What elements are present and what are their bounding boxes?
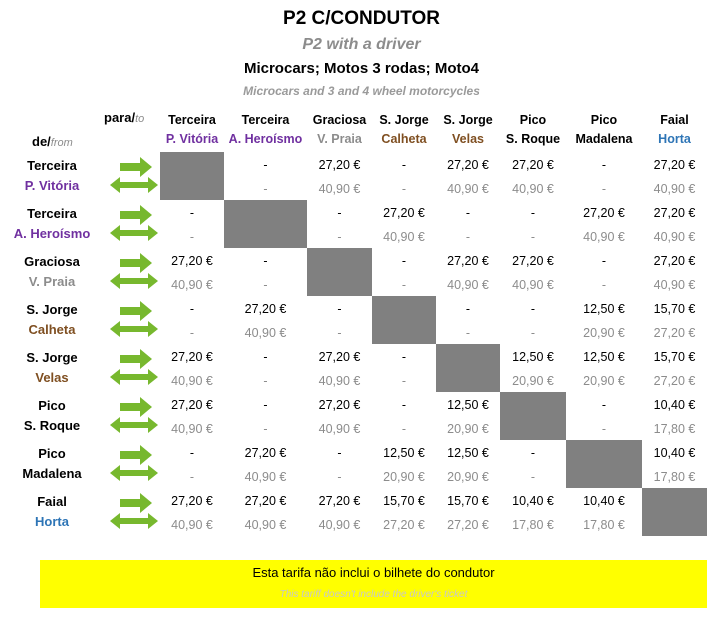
one-way-fare: - xyxy=(189,302,195,316)
return-fare: - xyxy=(465,230,471,244)
column-island: S. Jorge xyxy=(443,113,493,127)
one-way-fare: 10,40 € xyxy=(512,494,554,508)
one-way-fare: 27,20 € xyxy=(318,350,361,364)
return-fare: 40,90 € xyxy=(512,182,554,196)
return-fare: - xyxy=(401,278,407,292)
column-port: A. Heroísmo xyxy=(228,132,303,146)
one-way-fare: 12,50 € xyxy=(583,302,625,316)
one-way-fare: 27,20 € xyxy=(512,158,554,172)
from-label: from xyxy=(50,137,73,149)
return-fare: - xyxy=(401,182,407,196)
return-fare: 40,90 € xyxy=(653,230,696,244)
row-island: Pico xyxy=(38,446,66,461)
return-fare: 27,20 € xyxy=(653,374,696,388)
return-fare: 40,90 € xyxy=(244,470,287,484)
column-port: Calheta xyxy=(381,132,427,146)
one-way-fare: - xyxy=(530,446,536,460)
one-way-fare: - xyxy=(189,206,195,220)
return-fare: - xyxy=(263,422,268,436)
return-fare: 20,90 € xyxy=(512,374,554,388)
return-fare: - xyxy=(530,326,536,340)
one-way-fare: - xyxy=(337,206,342,220)
one-way-arrow-icon xyxy=(120,445,152,465)
from-header xyxy=(32,134,73,149)
one-way-fare: 27,20 € xyxy=(653,158,696,172)
return-arrow-icon xyxy=(110,369,158,385)
one-way-and-return-arrows-icon xyxy=(108,347,160,387)
return-arrow-icon xyxy=(110,321,158,337)
return-fare: - xyxy=(337,326,342,340)
one-way-fare: 27,20 € xyxy=(318,158,361,172)
one-way-and-return-arrows-icon xyxy=(108,155,160,195)
one-way-fare: 15,70 € xyxy=(653,302,696,316)
diagonal-blank-cell xyxy=(160,152,224,200)
page-title: P2 C/CONDUTOR xyxy=(283,8,440,29)
row-port: S. Roque xyxy=(23,418,81,433)
row-island: Graciosa xyxy=(24,254,80,269)
row-island: S. Jorge xyxy=(26,302,78,317)
return-fare: 40,90 € xyxy=(583,230,625,244)
column-island: Pico xyxy=(519,113,547,127)
return-fare: - xyxy=(401,422,407,436)
one-way-fare: 27,20 € xyxy=(171,350,213,364)
one-way-and-return-arrows-icon xyxy=(108,299,160,339)
return-fare: 17,80 € xyxy=(583,518,625,532)
row-island: Terceira xyxy=(27,206,77,221)
return-fare: 27,20 € xyxy=(653,326,696,340)
one-way-fare: 15,70 € xyxy=(447,494,489,508)
one-way-fare: - xyxy=(263,398,268,412)
one-way-and-return-arrows-icon xyxy=(108,443,160,483)
return-fare: 40,90 € xyxy=(171,422,213,436)
one-way-fare: 27,20 € xyxy=(383,206,425,220)
one-way-fare: - xyxy=(263,158,268,172)
return-fare: 17,80 € xyxy=(653,470,696,484)
return-fare: 20,90 € xyxy=(383,470,425,484)
one-way-fare: - xyxy=(263,350,268,364)
driver-notice-pt: Esta tarifa não inclui o bilhete do condutor xyxy=(252,565,495,580)
one-way-and-return-arrows-icon xyxy=(108,251,160,291)
one-way-fare: - xyxy=(263,254,268,268)
one-way-fare: - xyxy=(601,398,607,412)
return-fare: 40,90 € xyxy=(653,182,696,196)
diagonal-blank-cell xyxy=(224,200,307,248)
return-fare: - xyxy=(189,470,195,484)
one-way-arrow-icon xyxy=(120,253,152,273)
one-way-fare: 12,50 € xyxy=(383,446,425,460)
one-way-arrow-icon xyxy=(120,349,152,369)
return-fare: 27,20 € xyxy=(447,518,489,532)
page-subtitle: P2 with a driver xyxy=(302,36,421,53)
one-way-fare: - xyxy=(465,302,471,316)
one-way-fare: 27,20 € xyxy=(244,446,287,460)
row-island: Faial xyxy=(37,494,67,509)
return-fare: 20,90 € xyxy=(583,374,625,388)
return-fare: 17,80 € xyxy=(653,422,696,436)
return-fare: 20,90 € xyxy=(447,422,489,436)
vehicle-types-english: Microcars and 3 and 4 wheel motorcycles xyxy=(243,84,480,98)
column-port: Velas xyxy=(452,132,484,146)
driver-notice xyxy=(40,560,707,608)
one-way-fare: - xyxy=(530,206,536,220)
one-way-fare: 12,50 € xyxy=(447,398,489,412)
diagonal-blank-cell xyxy=(307,248,372,296)
one-way-fare: - xyxy=(601,158,607,172)
one-way-fare: - xyxy=(401,350,407,364)
return-fare: 40,90 € xyxy=(318,182,361,196)
return-arrow-icon xyxy=(110,417,158,433)
one-way-fare: 27,20 € xyxy=(244,494,287,508)
row-port: Madalena xyxy=(22,466,82,481)
return-fare: - xyxy=(530,470,536,484)
one-way-fare: - xyxy=(337,446,342,460)
row-island: S. Jorge xyxy=(26,350,78,365)
column-island: Terceira xyxy=(168,113,216,127)
return-fare: - xyxy=(189,230,195,244)
return-fare: 40,90 € xyxy=(318,422,361,436)
one-way-fare: - xyxy=(401,398,407,412)
return-fare: 40,90 € xyxy=(244,326,287,340)
one-way-fare: 27,20 € xyxy=(512,254,554,268)
row-port: Velas xyxy=(35,370,69,385)
row-port: P. Vitória xyxy=(24,178,80,193)
one-way-fare: 12,50 € xyxy=(583,350,625,364)
diagonal-blank-cell xyxy=(436,344,500,392)
one-way-fare: - xyxy=(337,302,342,316)
return-fare: 40,90 € xyxy=(653,278,696,292)
column-island: Faial xyxy=(660,113,689,127)
column-port: Madalena xyxy=(575,132,633,146)
return-fare: 17,80 € xyxy=(512,518,554,532)
return-fare: 40,90 € xyxy=(318,374,361,388)
return-fare: 20,90 € xyxy=(583,326,625,340)
one-way-fare: 27,20 € xyxy=(171,398,213,412)
return-fare: 40,90 € xyxy=(171,278,213,292)
one-way-fare: - xyxy=(465,206,471,220)
return-arrow-icon xyxy=(110,273,158,289)
one-way-fare: 27,20 € xyxy=(653,206,696,220)
driver-notice-en: This tariff doesn't include the driver's ticket xyxy=(279,589,468,600)
one-way-and-return-arrows-icon xyxy=(108,203,160,243)
return-fare: - xyxy=(337,230,342,244)
one-way-fare: - xyxy=(401,254,407,268)
diagonal-blank-cell xyxy=(372,296,436,344)
return-fare: - xyxy=(601,182,607,196)
vehicle-types: Microcars; Motos 3 rodas; Moto4 xyxy=(243,60,480,77)
diagonal-blank-cell xyxy=(566,440,642,488)
return-fare: 40,90 € xyxy=(244,518,287,532)
one-way-fare: - xyxy=(530,302,536,316)
column-island: Pico xyxy=(590,113,618,127)
diagonal-blank-cell xyxy=(500,392,566,440)
return-arrow-icon xyxy=(110,177,158,193)
row-port: V. Praia xyxy=(28,274,76,289)
one-way-fare: - xyxy=(401,158,407,172)
one-way-fare: 27,20 € xyxy=(171,494,213,508)
para-label: para/ xyxy=(104,110,136,125)
row-island: Terceira xyxy=(27,158,77,173)
return-fare: 27,20 € xyxy=(383,518,425,532)
diagonal-blank-cell xyxy=(642,488,707,536)
one-way-fare: 12,50 € xyxy=(447,446,489,460)
de-label: de/ xyxy=(32,134,51,149)
one-way-fare: 10,40 € xyxy=(583,494,625,508)
return-fare: - xyxy=(530,230,536,244)
column-port: P. Vitória xyxy=(165,132,219,146)
column-port: V. Praia xyxy=(317,132,362,146)
return-fare: 40,90 € xyxy=(447,182,489,196)
column-port: Horta xyxy=(658,132,691,146)
one-way-arrow-icon xyxy=(120,301,152,321)
return-arrow-icon xyxy=(110,513,158,529)
return-fare: - xyxy=(263,278,268,292)
return-fare: - xyxy=(401,374,407,388)
one-way-arrow-icon xyxy=(120,157,152,177)
one-way-fare: 27,20 € xyxy=(447,158,489,172)
column-island: S. Jorge xyxy=(379,113,429,127)
return-fare: 40,90 € xyxy=(318,518,361,532)
return-fare: - xyxy=(601,422,607,436)
row-port: Calheta xyxy=(28,322,76,337)
return-arrow-icon xyxy=(110,225,158,241)
one-way-fare: 27,20 € xyxy=(653,254,696,268)
return-fare: 40,90 € xyxy=(171,374,213,388)
return-fare: - xyxy=(263,182,268,196)
one-way-fare: 10,40 € xyxy=(653,446,696,460)
return-fare: 40,90 € xyxy=(383,230,425,244)
one-way-arrow-icon xyxy=(120,397,152,417)
one-way-fare: 27,20 € xyxy=(583,206,625,220)
one-way-fare: 27,20 € xyxy=(244,302,287,316)
one-way-fare: 27,20 € xyxy=(318,398,361,412)
one-way-arrow-icon xyxy=(120,493,152,513)
row-island: Pico xyxy=(38,398,66,413)
one-way-fare: 15,70 € xyxy=(383,494,425,508)
row-port: Horta xyxy=(35,514,69,529)
one-way-fare: 27,20 € xyxy=(171,254,213,268)
column-island: Terceira xyxy=(241,113,290,127)
to-header xyxy=(104,110,144,125)
return-fare: 40,90 € xyxy=(512,278,554,292)
one-way-and-return-arrows-icon xyxy=(108,395,160,435)
return-fare: - xyxy=(337,470,342,484)
column-port: S. Roque xyxy=(505,132,561,146)
one-way-fare: - xyxy=(189,446,195,460)
one-way-fare: - xyxy=(601,254,607,268)
one-way-arrow-icon xyxy=(120,205,152,225)
return-arrow-icon xyxy=(110,465,158,481)
one-way-fare: 27,20 € xyxy=(447,254,489,268)
return-fare: - xyxy=(263,374,268,388)
one-way-fare: 27,20 € xyxy=(318,494,361,508)
one-way-fare: 12,50 € xyxy=(512,350,554,364)
return-fare: 40,90 € xyxy=(447,278,489,292)
column-island: Graciosa xyxy=(312,113,367,127)
return-fare: - xyxy=(601,278,607,292)
one-way-fare: 10,40 € xyxy=(653,398,696,412)
return-fare: - xyxy=(465,326,471,340)
row-port: A. Heroísmo xyxy=(13,226,91,241)
return-fare: - xyxy=(189,326,195,340)
one-way-and-return-arrows-icon xyxy=(108,491,160,531)
return-fare: 40,90 € xyxy=(171,518,213,532)
return-fare: 20,90 € xyxy=(447,470,489,484)
one-way-fare: 15,70 € xyxy=(653,350,696,364)
to-label: to xyxy=(135,113,145,125)
